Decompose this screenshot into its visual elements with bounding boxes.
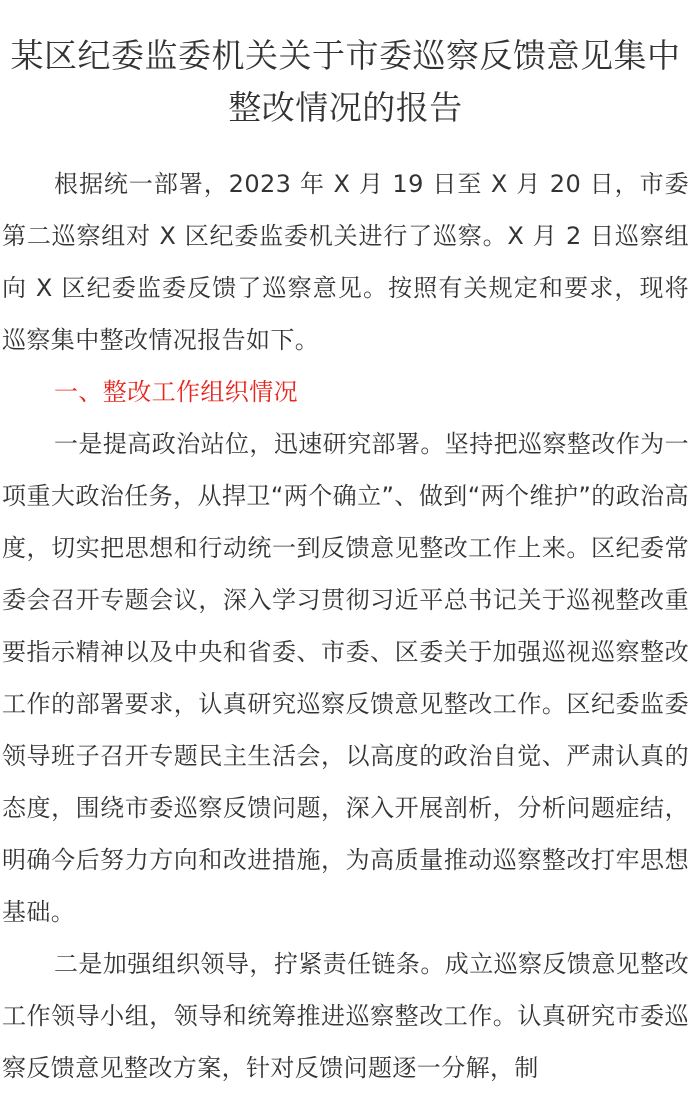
body-paragraph-1: 一是提高政治站位，迅速研究部署。坚持把巡察整改作为一项重大政治任务，从捍卫“两个确立”、做到“两个维护”的政治高度，切实把思想和行动统一到反馈意见整改工作上来。区纪委常委会召开专题会议，深入学习贯彻习近平总书记关于巡视整改重要指示精神以及中央和省委、市委、区委关于加强巡视巡察整改工作的部署要求，认真研究巡察反馈意见整改工作。区纪委监委领导班子召开专题民主生活会，以高度的政治自觉、严肃认真的态度，围绕市委巡察反馈问题，深入开展剖析，分析问题症结，明确今后努力方向和改进措施，为高质量推动巡察整改打牢思想基础。 bbox=[2, 430, 689, 926]
document-title: 某区纪委监委机关关于市委巡察反馈意见集中整改情况的报告 bbox=[10, 36, 681, 127]
body-paragraph-2: 二是加强组织领导，拧紧责任链条。成立巡察反馈意见整改工作领导小组，领导和统筹推进巡察整改工作。认真研究市委巡察反馈意见整改方案，针对反馈问题逐一分解，制 bbox=[2, 950, 689, 1082]
section-heading-1: 一、整改工作组织情况 bbox=[54, 378, 298, 406]
intro-paragraph: 根据统一部署，2023 年 X 月 19 日至 X 月 20 日，市委第二巡察组对 X 区纪委监委机关进行了巡察。X 月 2 日巡察组向 X 区纪委监委反馈了巡察意见。按照有关规定和要求，现将巡察集中整改情况报告如下。 bbox=[2, 170, 689, 354]
